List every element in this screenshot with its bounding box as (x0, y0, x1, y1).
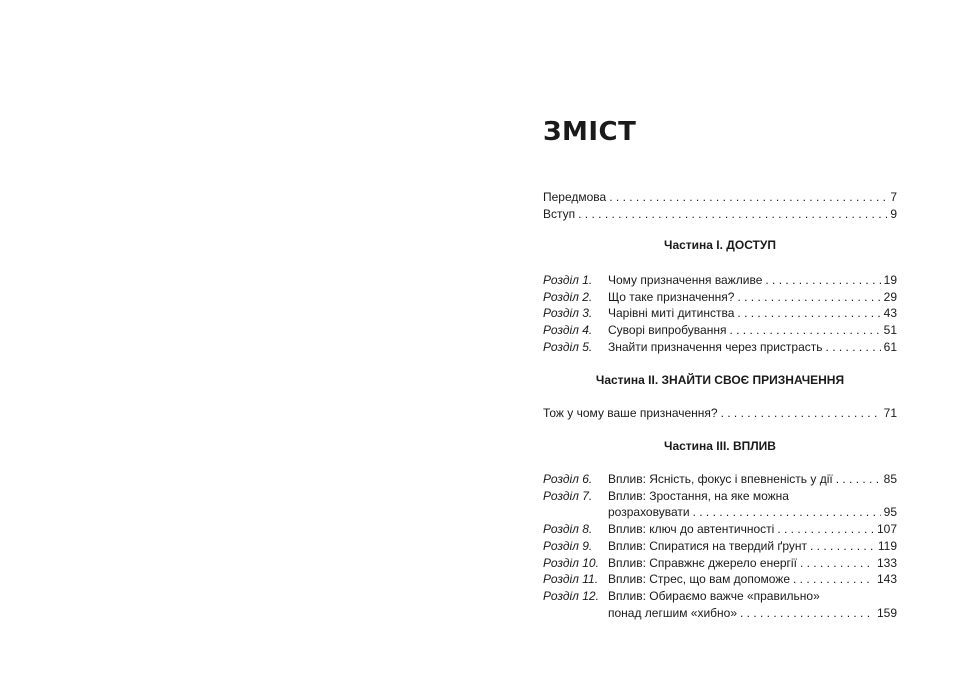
entry-page: 119 (877, 539, 897, 553)
entry-title-continued: понад легшим «хибно» (608, 606, 737, 620)
entry-page: 95 (883, 505, 897, 519)
entry-title: Передмова (543, 190, 607, 204)
entry-title: Вплив: Спиратися на твердий ґрунт (608, 539, 808, 553)
toc-entry-preface (543, 188, 897, 206)
entry-page: 7 (890, 190, 897, 204)
entry-page: 107 (876, 522, 897, 536)
leader-dots (729, 321, 880, 339)
entry-title: Вплив: Ясність, фокус і впевненість у дії (608, 472, 833, 486)
leader-dots (578, 205, 887, 223)
entry-title: Вплив: Обираємо важче «правильно» (608, 589, 820, 603)
leader-dots (793, 570, 874, 588)
leader-dots (765, 271, 880, 289)
entry-title: Чому призначення важливе (608, 273, 763, 287)
entry-title: Вступ (543, 207, 576, 221)
toc-entry-intro (543, 205, 897, 223)
toc-entry-chapter-12-continued (608, 604, 897, 622)
chapter-label: Розділ 11. (543, 572, 599, 586)
entry-title: Знайти призначення через пристрасть (608, 340, 823, 354)
toc-entry-chapter-12 (543, 587, 897, 605)
entry-title: Тож у чому ваше призначення? (543, 406, 718, 420)
toc-entry-chapter-11 (543, 570, 897, 588)
entry-title: Вплив: Справжнє джерело енергії (608, 556, 797, 570)
part-heading-2: Частина ІІ. ЗНАЙТИ СВОЄ ПРИЗНАЧЕННЯ (595, 373, 845, 387)
entry-page: 143 (876, 572, 897, 586)
entry-title: Що таке призначення? (608, 290, 735, 304)
entry-title: Вплив: ключ до автентичності (608, 522, 775, 536)
toc-entry-chapter-9 (543, 537, 897, 555)
leader-dots (777, 520, 874, 538)
leader-dots (740, 604, 874, 622)
entry-title-continued: розраховувати (608, 505, 690, 519)
entry-page: 29 (883, 290, 897, 304)
entry-page: 61 (883, 340, 897, 354)
chapter-label: Розділ 7. (543, 489, 593, 503)
part-heading-1: Частина І. ДОСТУП (664, 238, 776, 252)
entry-title: Суворі випробування (608, 323, 727, 337)
entry-page: 51 (883, 323, 897, 337)
entry-page: 9 (890, 207, 897, 221)
leader-dots (810, 537, 875, 555)
entry-page: 133 (876, 556, 897, 570)
toc-entry-chapter-5 (543, 338, 897, 356)
chapter-label: Розділ 9. (543, 539, 593, 553)
entry-page: 43 (883, 306, 897, 320)
leader-dots (737, 304, 880, 322)
entry-page: 159 (876, 606, 897, 620)
toc-entry-chapter-7-continued (608, 503, 897, 521)
chapter-label: Розділ 10. (543, 556, 599, 570)
leader-dots (693, 503, 881, 521)
chapter-label: Розділ 8. (543, 522, 593, 536)
chapter-label: Розділ 12. (543, 589, 599, 603)
leader-dots (721, 404, 881, 422)
toc-entry-chapter-4 (543, 321, 897, 339)
leader-dots (836, 470, 881, 488)
toc-entry-chapter-3 (543, 304, 897, 322)
leader-dots (609, 188, 887, 206)
chapter-label: Розділ 6. (543, 472, 593, 486)
part-heading-3: Частина ІІІ. ВПЛИВ (664, 439, 776, 453)
chapter-label: Розділ 2. (543, 290, 593, 304)
entry-title: Вплив: Зростання, на яке можна (608, 489, 789, 503)
chapter-label: Розділ 1. (543, 273, 593, 287)
entry-page: 85 (883, 472, 897, 486)
toc-entry-chapter-8 (543, 520, 897, 538)
entry-page: 71 (883, 406, 897, 420)
toc-entry-chapter-1 (543, 271, 897, 289)
toc-title: ЗМІСТ (543, 117, 637, 147)
toc-entry-part2 (543, 404, 897, 422)
entry-title: Чарівні миті дитинства (608, 306, 735, 320)
entry-title: Вплив: Стрес, що вам допоможе (608, 572, 791, 586)
leader-dots (826, 338, 881, 356)
chapter-label: Розділ 4. (543, 323, 593, 337)
toc-entry-chapter-6 (543, 470, 897, 488)
entry-page: 19 (883, 273, 897, 287)
chapter-label: Розділ 5. (543, 340, 593, 354)
chapter-label: Розділ 3. (543, 306, 593, 320)
